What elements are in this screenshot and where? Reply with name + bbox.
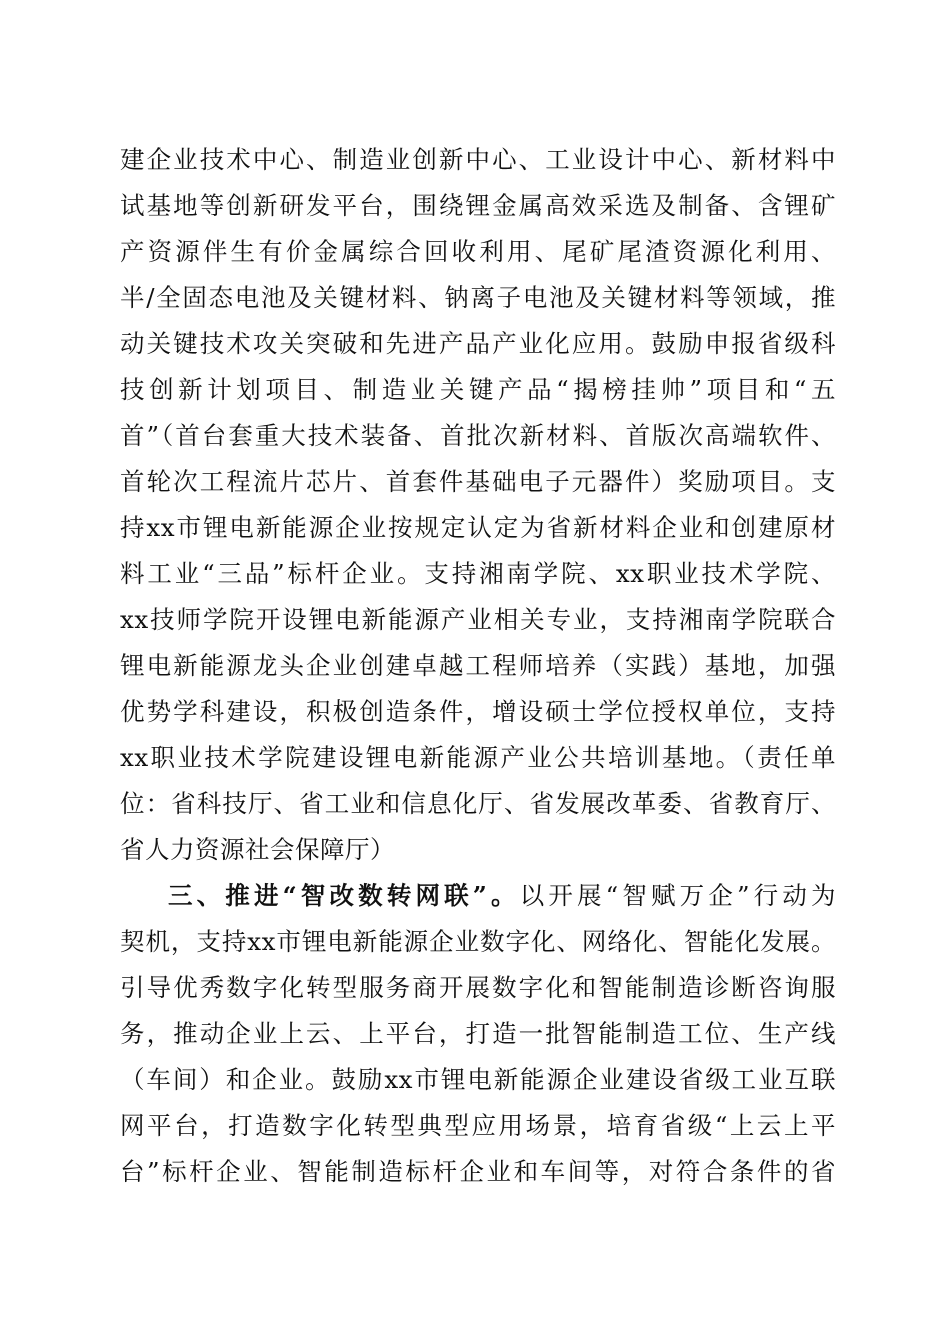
paragraph-2-line-4: 务，推动企业上云、上平台，打造一批智能制造工位、生产线 — [120, 1019, 836, 1048]
paragraph-1-line-15: 位：省科技厅、省工业和信息化厅、省发展改革委、省教育厅、 — [120, 789, 836, 818]
paragraph-2-line-2: 契机，支持xx市锂电新能源企业数字化、网络化、智能化发展。 — [120, 927, 836, 956]
paragraph-1-line-2: 试基地等创新研发平台，围绕锂金属高效采选及制备、含锂矿 — [120, 191, 836, 220]
paragraph-2-line-6: 网平台，打造数字化转型典型应用场景，培育省级“上云上平 — [120, 1111, 836, 1140]
paragraph-1-line-5: 动关键技术攻关突破和先进产品产业化应用。鼓励申报省级科 — [120, 329, 836, 358]
paragraph-1-line-6: 技创新计划项目、制造业关键产品“揭榜挂帅”项目和“五 — [120, 375, 836, 404]
paragraph-2-line-3: 引导优秀数字化转型服务商开展数字化和智能制造诊断咨询服 — [120, 973, 836, 1002]
section-heading: 三、推进“智改数转网联”。 — [168, 881, 520, 910]
paragraph-1-line-1: 建企业技术中心、制造业创新中心、工业设计中心、新材料中 — [120, 145, 836, 174]
paragraph-2-line-1-text: 以开展“智赋万企”行动为 — [519, 881, 836, 910]
paragraph-1-line-3: 产资源伴生有价金属综合回收利用、尾矿尾渣资源化利用、 — [120, 237, 836, 266]
paragraph-1-line-12: 锂电新能源龙头企业创建卓越工程师培养（实践）基地，加强 — [120, 651, 836, 680]
paragraph-1-line-9: 持xx市锂电新能源企业按规定认定为省新材料企业和创建原材 — [120, 513, 836, 542]
paragraph-1-line-8: 首轮次工程流片芯片、首套件基础电子元器件）奖励项目。支 — [120, 467, 836, 496]
paragraph-1-line-16: 省人力资源社会保障厅） — [120, 835, 395, 864]
paragraph-1-line-11: xx技师学院开设锂电新能源产业相关专业，支持湘南学院联合 — [120, 605, 836, 634]
paragraph-2-line-5: （车间）和企业。鼓励xx市锂电新能源企业建设省级工业互联 — [120, 1065, 836, 1094]
paragraph-2-line-1 — [168, 874, 836, 918]
paragraph-2-line-7: 台”标杆企业、智能制造标杆企业和车间等，对符合条件的省 — [120, 1157, 836, 1186]
paragraph-1-line-13: 优势学科建设，积极创造条件，增设硕士学位授权单位，支持 — [120, 697, 836, 726]
paragraph-1-line-7: 首”（首台套重大技术装备、首批次新材料、首版次高端软件、 — [120, 421, 836, 450]
paragraph-1-line-10: 料工业“三品”标杆企业。支持湘南学院、xx职业技术学院、 — [120, 559, 836, 588]
paragraph-1-line-14: xx职业技术学院建设锂电新能源产业公共培训基地。（责任单 — [120, 743, 836, 772]
paragraph-1-line-4: 半/全固态电池及关键材料、钠离子电池及关键材料等领域，推 — [120, 283, 836, 312]
